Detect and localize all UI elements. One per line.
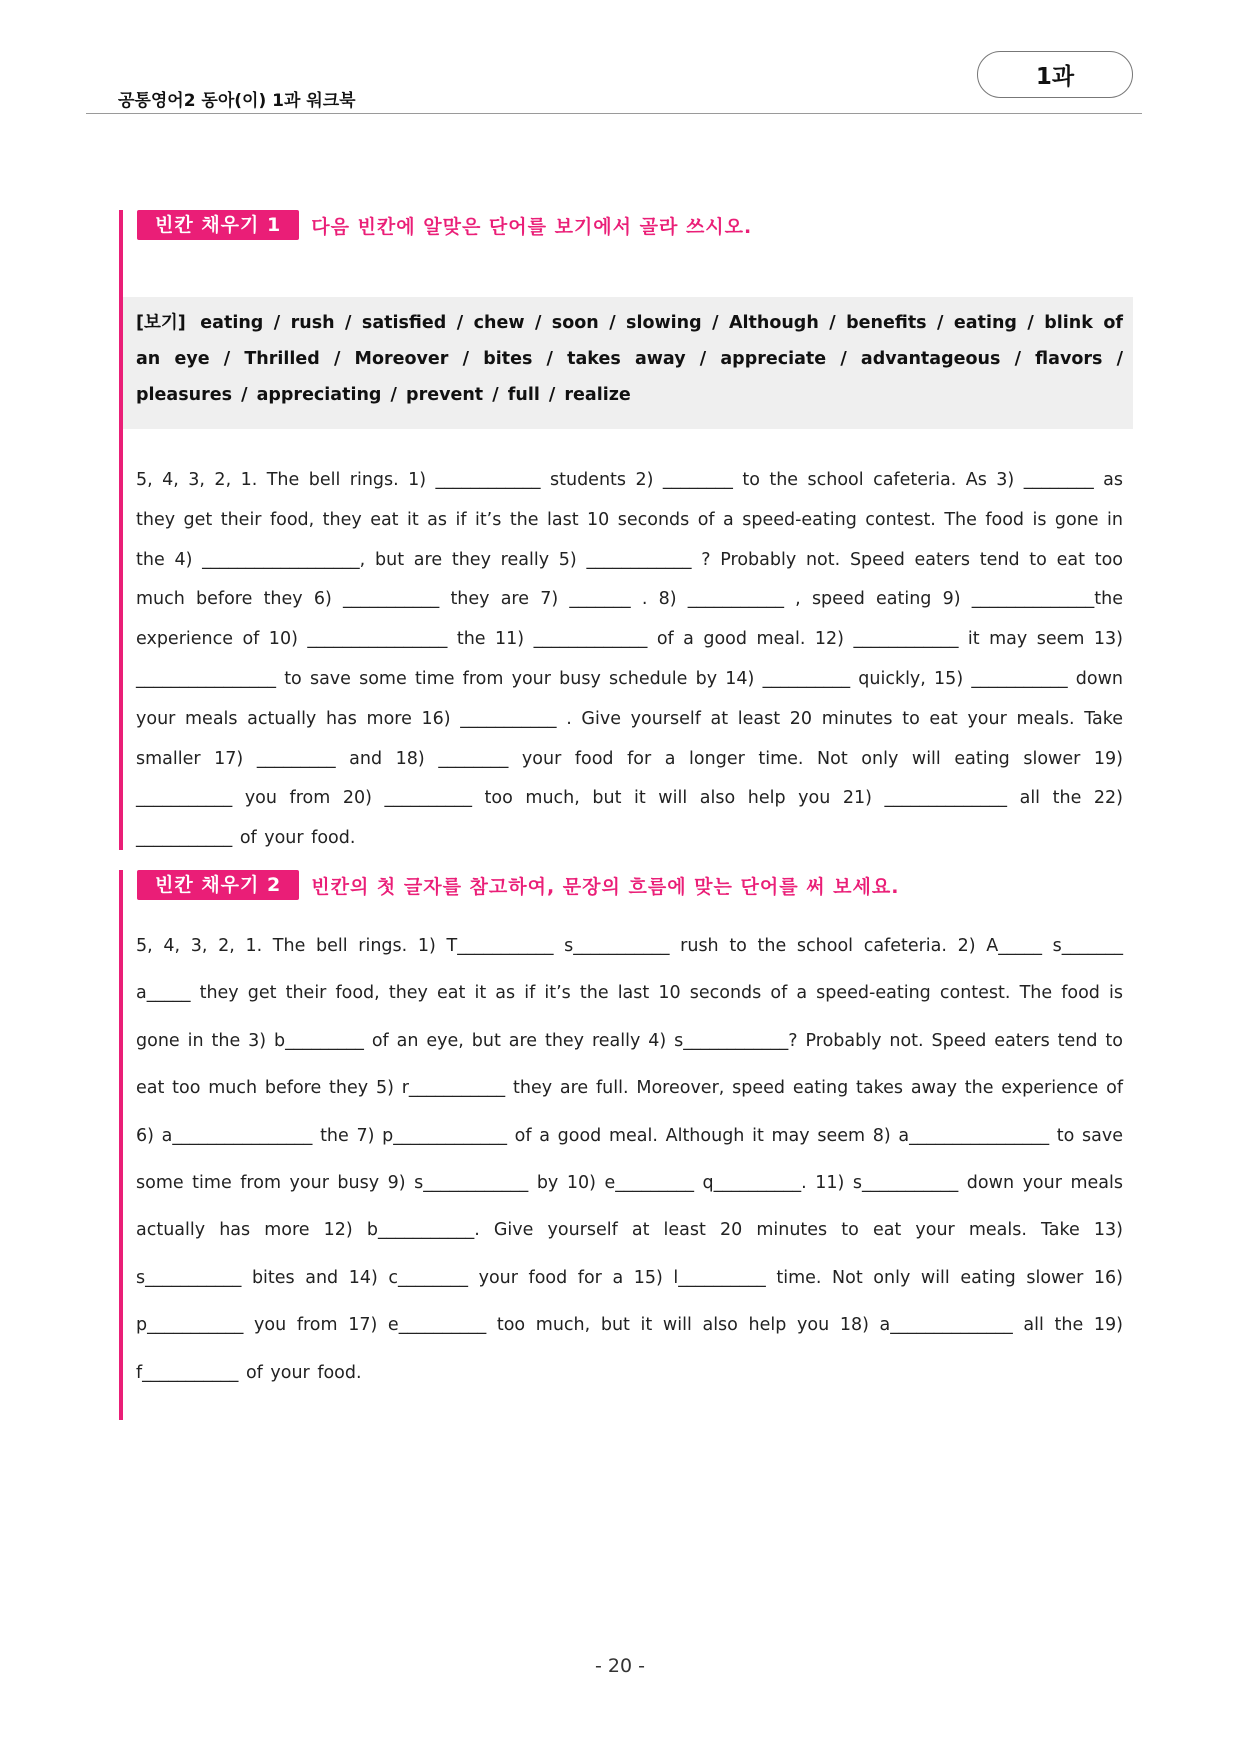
section-1-heading <box>123 210 1133 240</box>
section-2-accent-bar <box>119 870 123 1420</box>
word-bank-text <box>136 305 1123 413</box>
page-number: - 20 - <box>595 1655 645 1677</box>
section-1-instruction: 다음 빈칸에 알맞은 단어를 보기에서 골라 쓰시오. <box>311 215 753 238</box>
fill-blank-section-2 <box>123 870 1133 1420</box>
word-bank-label: [보기] <box>136 313 186 333</box>
word-bank-box <box>123 297 1133 429</box>
word-bank-words: eating / rush / satisfied / chew / soon / slowing / Although / benefits / eating / blink of an eye / Thrilled / Moreover / bites / takes away / appreciate / advantageous / flavors / pleasures / appreciating / prevent / full / realize <box>136 313 1123 405</box>
section-2-heading <box>123 870 1133 900</box>
header-divider <box>86 113 1142 114</box>
section-1-passage: 5, 4, 3, 2, 1. The bell rings. 1) ____________ students 2) ________ to the school cafeteria. As 3) ________ as they get their food, they eat it as if it’s the last 10 seconds of a speed-eating contest. The food is gone in the 4) __________________, but are they really 5) ____________ ? Probably not. Speed eaters tend to eat too much before they 6) ___________ they are 7) _______ . 8) ___________ , speed eating 9) ______________the experience of 10) ________________ the 11) _____________ of a good meal. 12) ____________ it may seem 13) ________________ to save some time from your busy schedule by 14) __________ quickly, 15) ___________ down your meals actually has more 16) ___________ . Give yourself at least 20 minutes to eat your meals. Take smaller 17) _________ and 18) ________ your food for a longer time. Not only will eating slower 19) ___________ you from 20) __________ too much, but it will also help you 21) ______________ all the 22) ___________ of your food. <box>136 470 1123 849</box>
section-2-instruction: 빈칸의 첫 글자를 참고하여, 문장의 흐름에 맞는 단어를 써 보세요. <box>311 875 900 898</box>
section-2-passage: 5, 4, 3, 2, 1. The bell rings. 1) T___________ s___________ rush to the school cafeteria. 2) A_____ s_______ a_____ they get their food, they eat it as if it’s the last 10 seconds of a speed-eating contest. The food is gone in the 3) b_________ of an eye, but are they really 4) s____________? Probably not. Speed eaters tend to eat too much before they 5) r___________ they are full. Moreover, speed eating takes away the experience of 6) a________________ the 7) p_____________ of a good meal. Although it may seem 8) a________________ to save some time from your busy 9) s____________ by 10) e_________ q__________. 11) s___________ down your meals actually has more 12) b___________. Give yourself at least 20 minutes to eat your meals. Take 13) s___________ bites and 14) c________ your food for a 15) l__________ time. Not only will eating slower 16) p___________ you from 17) e__________ too much, but it will also help you 18) a______________ all the 19) f___________ of your food. <box>136 936 1123 1383</box>
fill-blank-section-1 <box>123 210 1133 850</box>
workbook-title: 공통영어2 동아(이) 1과 워크북 <box>118 91 356 111</box>
lesson-badge: 1과 <box>977 51 1133 98</box>
section-2-tag: 빈칸 채우기 2 <box>137 870 299 900</box>
section-1-tag: 빈칸 채우기 1 <box>137 210 299 240</box>
